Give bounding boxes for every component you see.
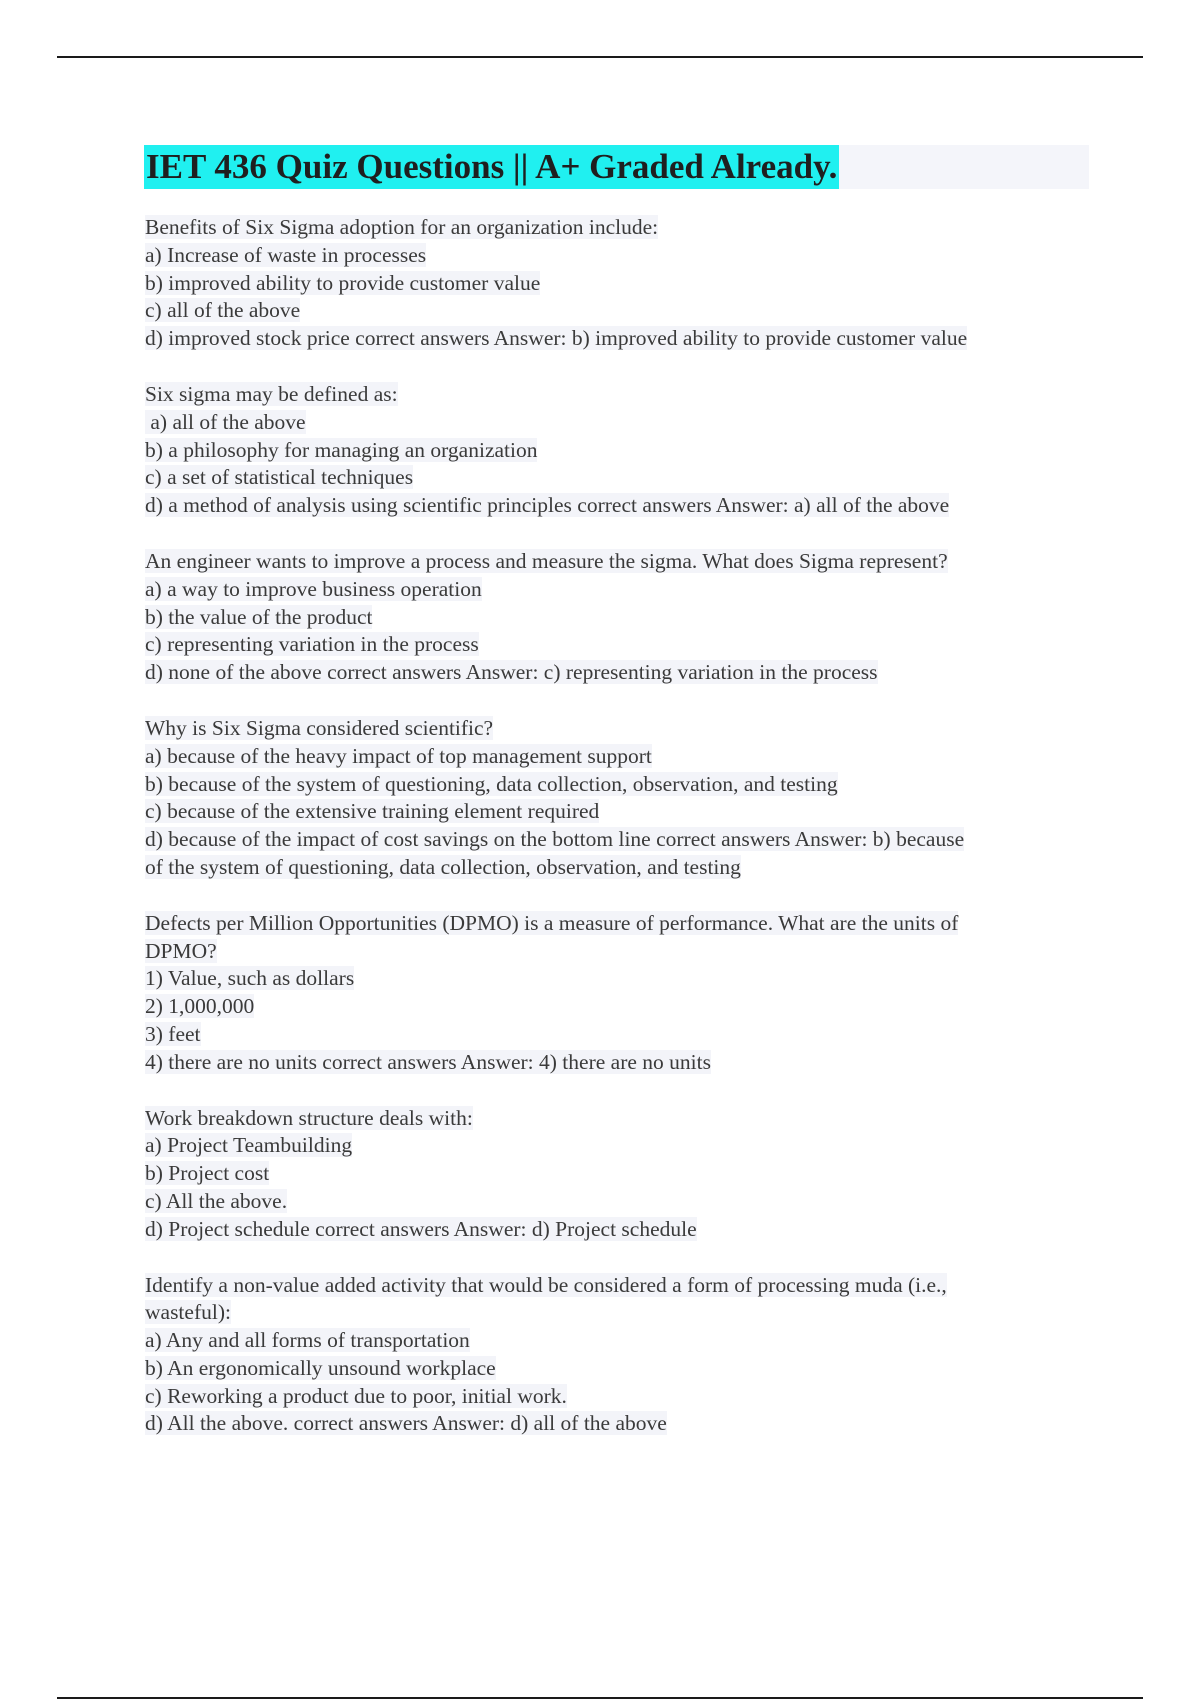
answer-option-with-answer: d) improved stock price correct answers Answer: b) improved ability to provide customer value [145, 326, 968, 351]
answer-option: b) because of the system of questioning, data collection, observation, and testing [145, 771, 838, 796]
question-prompt: Six sigma may be defined as: [145, 381, 398, 406]
answer-option: a) all of the above [145, 409, 306, 434]
answer-option: a) Increase of waste in processes [145, 242, 427, 267]
question-block [145, 214, 1085, 353]
answer-option: c) representing variation in the process [145, 632, 479, 657]
answer-option: b) a philosophy for managing an organization [145, 437, 538, 462]
header-rule [57, 56, 1143, 58]
answer-option-with-answer: d) none of the above correct answers Answer: c) representing variation in the process [145, 660, 878, 685]
answer-option: c) a set of statistical techniques [145, 465, 414, 490]
answer-option: b) An ergonomically unsound workplace [145, 1355, 496, 1380]
question-prompt-continuation: wasteful): [145, 1300, 231, 1325]
question-prompt-continuation: DPMO? [145, 938, 217, 963]
answer-option: 2) 1,000,000 [145, 994, 255, 1019]
question-prompt: Work breakdown structure deals with: [145, 1105, 473, 1130]
answer-option-with-answer: 4) there are no units correct answers Answer: 4) there are no units [145, 1049, 711, 1074]
footer-rule [57, 1697, 1143, 1699]
answer-option: a) because of the heavy impact of top management support [145, 743, 652, 768]
question-prompt: Defects per Million Opportunities (DPMO) is a measure of performance. What are the units of [145, 910, 959, 935]
answer-option: b) the value of the product [145, 604, 373, 629]
answer-option: c) Reworking a product due to poor, initial work. [145, 1383, 567, 1408]
answer-option-with-answer: d) Project schedule correct answers Answer: d) Project schedule [145, 1216, 697, 1241]
answer-option: b) improved ability to provide customer value [145, 270, 541, 295]
answer-option: a) Any and all forms of transportation [145, 1328, 470, 1353]
answer-option: 3) feet [145, 1021, 201, 1046]
document-title: IET 436 Quiz Questions || A+ Graded Already. [144, 145, 839, 189]
question-prompt: Why is Six Sigma considered scientific? [145, 715, 494, 740]
question-block [145, 715, 1085, 882]
question-prompt: An engineer wants to improve a process and measure the sigma. What does Sigma represent? [145, 548, 948, 573]
question-block [145, 910, 1085, 1077]
question-prompt: Identify a non-value added activity that would be considered a form of processing muda (i.e., [145, 1272, 947, 1297]
answer-option-with-answer: d) All the above. correct answers Answer: d) all of the above [145, 1411, 667, 1436]
answer-option-with-answer: d) a method of analysis using scientific principles correct answers Answer: a) all of the above [145, 493, 950, 518]
answer-option: a) Project Teambuilding [145, 1133, 353, 1158]
question-block [145, 548, 1085, 687]
answer-continuation: of the system of questioning, data collection, observation, and testing [145, 854, 741, 879]
answer-option: 1) Value, such as dollars [145, 966, 355, 991]
answer-option: c) All the above. [145, 1188, 288, 1213]
answer-option: c) all of the above [145, 298, 301, 323]
question-block [145, 1272, 1085, 1439]
answer-option: c) because of the extensive training element required [145, 799, 600, 824]
question-block [145, 1105, 1085, 1244]
question-block [145, 381, 1085, 520]
answer-option: a) a way to improve business operation [145, 576, 482, 601]
answer-option: b) Project cost [145, 1161, 270, 1186]
quiz-content [145, 214, 1085, 1466]
question-prompt: Benefits of Six Sigma adoption for an organization include: [145, 215, 659, 239]
answer-option-with-answer: d) because of the impact of cost savings on the bottom line correct answers Answer: b) because [145, 827, 965, 852]
